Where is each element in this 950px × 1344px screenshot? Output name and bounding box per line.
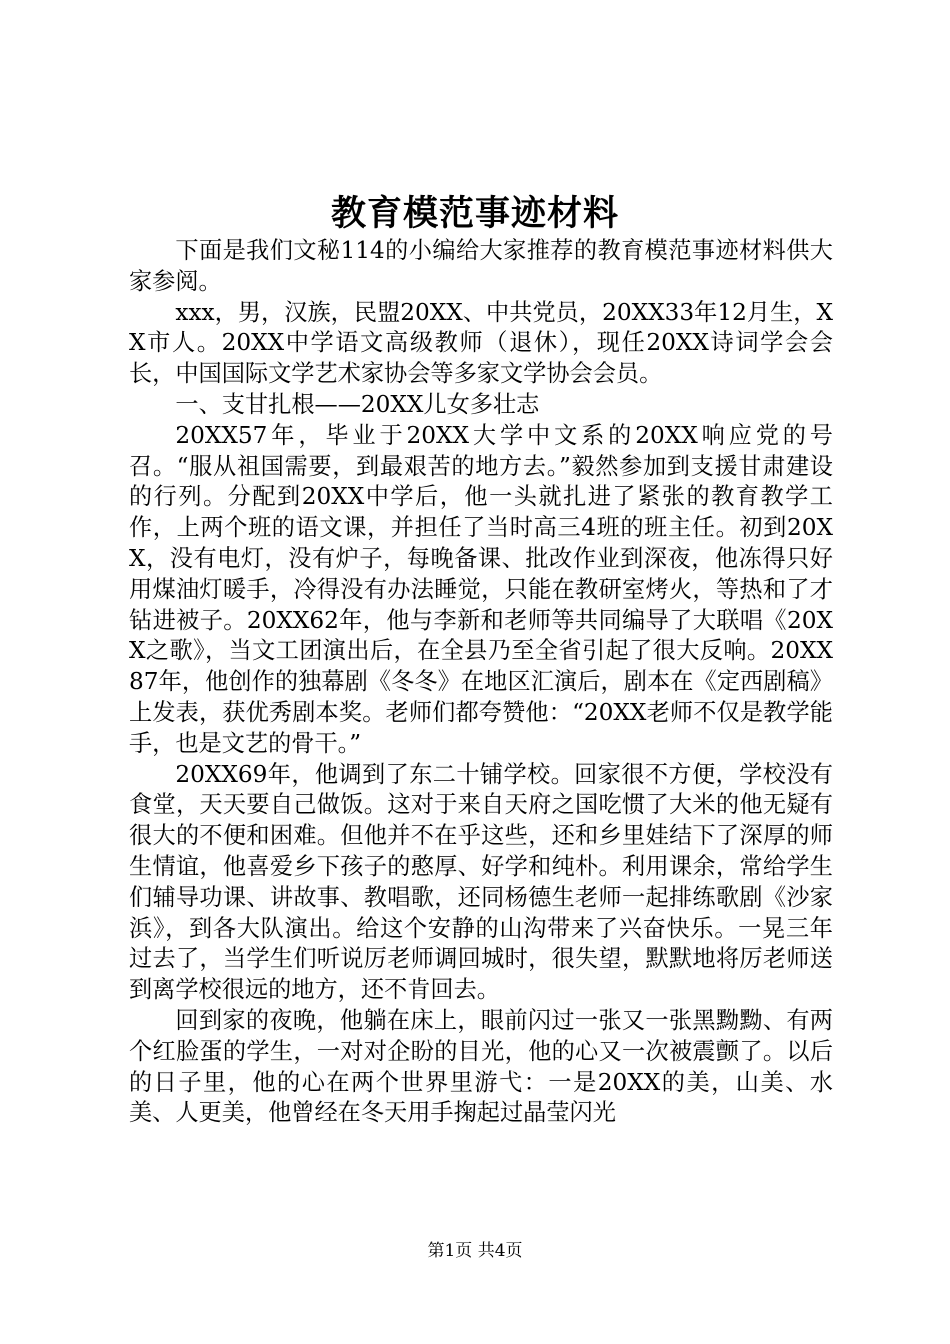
page-footer: 第1页 共4页: [427, 1241, 523, 1261]
body-paragraph: 回到家的夜晚，他躺在床上，眼前闪过一张又一张黑黝黝、有两个红脸蛋的学生，一对对企盼的目光，他的心又一次被震颤了。以后的日子里，他的心在两个世界里游弋：一是20XX的美，山美、水美、人更美，他曾经在冬天用手掬起过晶莹闪光: [129, 1006, 833, 1127]
document-body: [129, 236, 833, 1129]
bio-paragraph: xxx，男，汉族，民盟20XX、中共党员，20XX33年12月生，XX市人。20XX中学语文高级教师（退休），现任20XX诗词学会会长，中国国际文学艺术家协会等多家文学协会会员。: [129, 298, 833, 388]
section-heading: 一、支甘扎根——20XX儿女多壮志: [175, 390, 540, 418]
intro-paragraph: 下面是我们文秘114的小编给大家推荐的教育模范事迹材料供大家参阅。: [129, 237, 833, 295]
body-paragraph: 20XX57年，毕业于20XX大学中文系的20XX响应党的号召。“服从祖国需要，到最艰苦的地方去。”毅然参加到支援甘肃建设的行列。分配到20XX中学后，他一头就扎进了紧张的教育教学工作，上两个班的语文课，并担任了当时高三4班的班主任。初到20XX，没有电灯，没有炉子，每晚备课、批改作业到深夜，他冻得只好用煤油灯暖手，冷得没有办法睡觉，只能在教研室烤火，等热和了才钻进被子。20XX62年，他与李新和老师等共同编导了大联唱《20XX之歌》，当文工团演出后，在全县乃至全省引起了很大反响。20XX87年，他创作的独幕剧《冬冬》在地区汇演后，剧本在《定西剧稿》上发表，获优秀剧本奖。老师们都夸赞他：“20XX老师不仅是教学能手，也是文艺的骨干。”: [129, 421, 833, 757]
document-title: 教育模范事迹材料: [330, 193, 619, 234]
body-paragraph: 20XX69年，他调到了东二十铺学校。回家很不方便，学校没有食堂，天天要自己做饭。这对于来自天府之国吃惯了大米的他无疑有很大的不便和困难。但他并不在乎这些，还和乡里娃结下了深厚的师生情谊，他喜爱乡下孩子的憨厚、好学和纯朴。利用课余，常给学生们辅导功课、讲故事、教唱歌，还同杨德生老师一起排练歌剧《沙家浜》，到各大队演出。给这个安静的山沟带来了兴奋快乐。一晃三年过去了，当学生们听说厉老师调回城时，很失望，默默地将厉老师送到离学校很远的地方，还不肯回去。: [129, 760, 833, 1004]
